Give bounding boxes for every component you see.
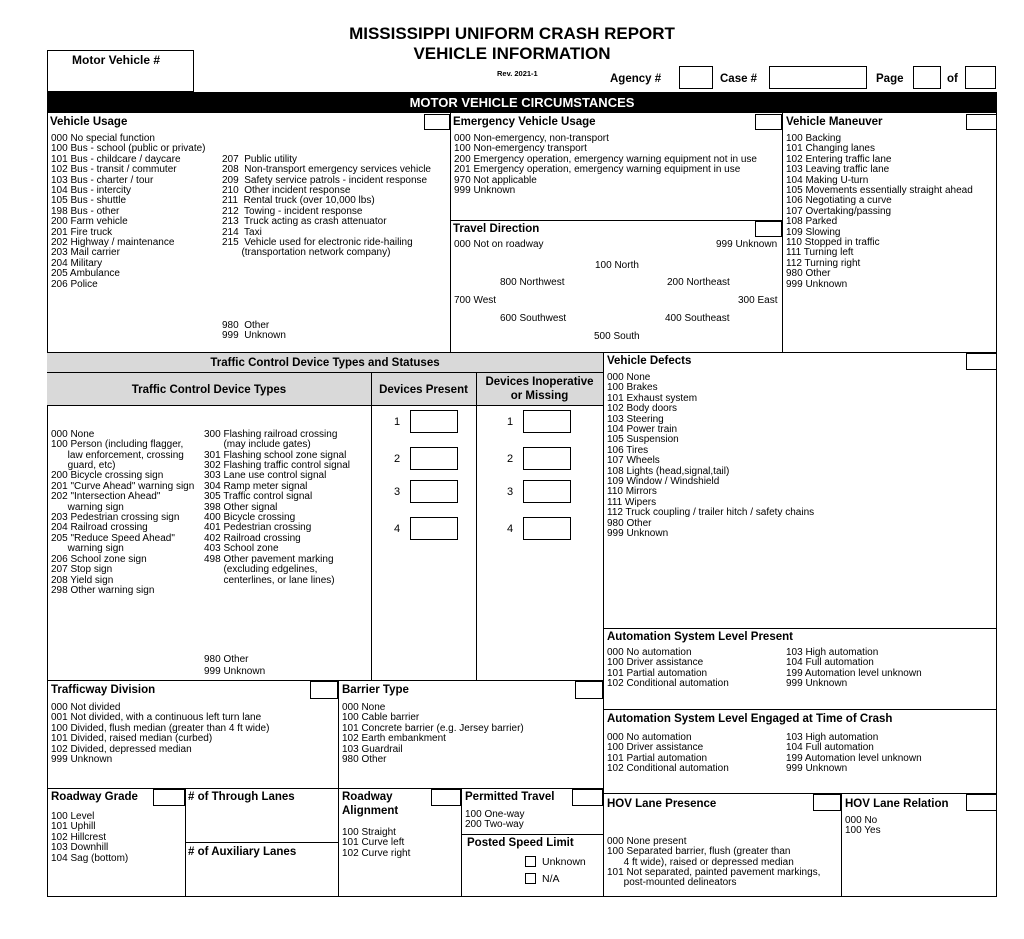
circumstances-banner: MOTOR VEHICLE CIRCUMSTANCES bbox=[47, 92, 997, 113]
device-inoperative-1[interactable] bbox=[523, 410, 571, 433]
page-label: Page bbox=[876, 73, 904, 85]
through-lanes-input[interactable] bbox=[186, 806, 338, 842]
of-label: of bbox=[947, 73, 958, 85]
dir-not-on-roadway: 000 Not on roadway bbox=[454, 239, 544, 250]
speed-unknown-checkbox[interactable] bbox=[525, 856, 536, 867]
device-inoperative-2[interactable] bbox=[523, 447, 571, 470]
auto-engaged-title: Automation System Level Engaged at Time of Crash bbox=[607, 713, 893, 725]
speed-unknown-label: Unknown bbox=[542, 856, 586, 868]
tcd-unknown: 999 Unknown bbox=[204, 666, 266, 677]
device-present-3[interactable] bbox=[410, 480, 458, 503]
trafficway-input[interactable] bbox=[310, 681, 338, 699]
present-3-label: 3 bbox=[394, 486, 401, 498]
alignment-title: Roadway bbox=[342, 791, 393, 803]
alignment-title-2: Alignment bbox=[342, 805, 399, 817]
present-1-label: 1 bbox=[394, 416, 401, 428]
emergency-usage-list: 000 Non-emergency, non-transport 100 Non-emergency transport 200 Emergency operation, emergency warning equipment not in use 201 Emergency operation, emergency warning equipment in use 970 Not applicable 999 Unknown bbox=[454, 133, 757, 197]
auto-present-title: Automation System Level Present bbox=[607, 631, 793, 643]
defects-input[interactable] bbox=[966, 353, 997, 370]
barrier-input[interactable] bbox=[575, 681, 603, 699]
hov-relation-input[interactable] bbox=[966, 794, 997, 811]
through-lanes-label: # of Through Lanes bbox=[188, 791, 295, 803]
hov-presence-title: HOV Lane Presence bbox=[607, 798, 717, 810]
travel-direction-title: Travel Direction bbox=[453, 223, 540, 235]
emergency-usage-title: Emergency Vehicle Usage bbox=[453, 116, 596, 128]
tcd-section-title: Traffic Control Device Types and Statuses bbox=[210, 357, 440, 369]
trafficway-title: Trafficway Division bbox=[51, 684, 156, 696]
tcd-col1: 000 None 100 Person (including flagger, law enforcement, crossing guard, etc) 200 Bicycle crossing sign 201 "Curve Ahead" warning sign 202 "Intersection Ahead" warning sign 203 Pedestrian crossing sign 204 Railroad crossing 205 "Reduce Speed Ahead" warning sign 206 School zone sign 207 Stop sign 208 Yield sign 298 Other warning sign bbox=[51, 428, 195, 596]
agency-label: Agency # bbox=[610, 73, 662, 85]
device-present-4[interactable] bbox=[410, 517, 458, 540]
vehicle-usage-unknown: 999 Unknown bbox=[222, 330, 286, 341]
present-2-label: 2 bbox=[394, 453, 401, 465]
permitted-title: Permitted Travel bbox=[465, 791, 555, 803]
page-input[interactable] bbox=[913, 66, 941, 89]
permitted-list: 100 One-way 200 Two-way bbox=[465, 809, 525, 831]
motor-vehicle-label: Motor Vehicle # bbox=[72, 53, 161, 67]
hov-presence-list: 000 None present 100 Separated barrier, flush (greater than 4 ft wide), raised or depressed median 101 Not separated, painted pavement markings, post-mounted delineators bbox=[607, 835, 821, 889]
dir-southeast: 400 Southeast bbox=[665, 313, 730, 324]
tcd-col2: 300 Flashing railroad crossing (may include gates) 301 Flashing school zone signal 302 Flashing traffic control signal 303 Lane use control signal 304 Ramp meter signal 305 Traffic control signal 398 Other signal 400 Bicycle crossing 401 Pedestrian crossing 402 Railroad crossing 403 School zone 498 Other pavement marking (excluding edgelines, centerlines, or lane lines) bbox=[204, 428, 351, 586]
inop-4-label: 4 bbox=[507, 523, 514, 535]
dir-east: 300 East bbox=[738, 295, 778, 306]
device-inoperative-3[interactable] bbox=[523, 480, 571, 503]
barrier-title: Barrier Type bbox=[342, 684, 409, 696]
speed-limit-title: Posted Speed Limit bbox=[467, 837, 574, 849]
devices-inoperative-header: Devices Inoperative or Missing bbox=[485, 376, 594, 402]
trafficway-list: 000 Not divided 001 Not divided, with a continuous left turn lane 100 Divided, flush median (greater than 4 ft wide) 101 Divided, raised median (curbed) 102 Divided, depressed median 999 Unknown bbox=[51, 702, 270, 766]
dir-northeast: 200 Northeast bbox=[667, 277, 730, 288]
case-input[interactable] bbox=[769, 66, 867, 89]
tcd-types-header: Traffic Control Device Types bbox=[131, 384, 287, 396]
device-inoperative-4[interactable] bbox=[523, 517, 571, 540]
inop-2-label: 2 bbox=[507, 453, 514, 465]
inop-3-label: 3 bbox=[507, 486, 514, 498]
hov-presence-input[interactable] bbox=[813, 794, 841, 811]
dir-north: 100 North bbox=[595, 260, 639, 271]
maneuver-list: 100 Backing 101 Changing lanes 102 Entering traffic lane 103 Leaving traffic lane 104 Making U-turn 105 Movements essentially straight ahead 106 Negotiating a curve 107 Overtaking/passing 108 Parked 109 Slowing 110 Stopped in traffic 111 Turning left 112 Turning right 980 Other 999 Unknown bbox=[786, 133, 973, 290]
emergency-usage-input[interactable] bbox=[755, 114, 782, 130]
tcd-other: 980 Other bbox=[204, 654, 249, 665]
case-label: Case # bbox=[720, 73, 758, 85]
auto-present-col2: 103 High automation 104 Full automation 199 Automation level unknown 999 Unknown bbox=[786, 647, 922, 690]
auto-engaged-col1: 000 No automation 100 Driver assistance 101 Partial automation 102 Conditional automation bbox=[607, 732, 729, 775]
dir-west: 700 West bbox=[454, 295, 497, 306]
alignment-input[interactable] bbox=[431, 789, 461, 806]
dir-unknown: 999 Unknown bbox=[716, 239, 778, 250]
speed-na-checkbox[interactable] bbox=[525, 873, 536, 884]
defects-title: Vehicle Defects bbox=[607, 355, 692, 367]
device-present-1[interactable] bbox=[410, 410, 458, 433]
revision: Rev. 2021-1 bbox=[497, 69, 538, 78]
vehicle-usage-col1: 000 No special function 100 Bus - school (public or private) 101 Bus - childcare / daycare 102 Bus - transit / commuter 103 Bus - charter / tour 104 Bus - intercity 105 Bus - shuttle 198 Bus - other 200 Farm vehicle 201 Fire truck 202 Highway / maintenance 203 Mail carrier 204 Military 205 Ambulance 206 Police bbox=[51, 133, 206, 290]
inop-1-label: 1 bbox=[507, 416, 514, 428]
page-total-input[interactable] bbox=[965, 66, 996, 89]
defects-list: 000 None 100 Brakes 101 Exhaust system 102 Body doors 103 Steering 104 Power train 105 Suspension 106 Tires 107 Wheels 108 Lights (head,signal,tail) 109 Window / Windshield 110 Mirrors 111 Wipers 112 Truck coupling / trailer hitch / safety chains 980 Other 999 Unknown bbox=[607, 372, 815, 540]
dir-south: 500 South bbox=[594, 331, 640, 342]
vehicle-usage-col2: 207 Public utility 208 Non-transport emergency services vehicle 209 Safety service patrols - incident response 210 Other incident response 211 Rental truck (over 10,000 lbs) 212 Towing - incident response 213 Truck acting as crash attenuator 214 Taxi 215 Vehicle used for electronic ride-hailing (transportation network company) bbox=[222, 153, 431, 259]
grade-list: 100 Level 101 Uphill 102 Hillcrest 103 Downhill 104 Sag (bottom) bbox=[51, 811, 129, 864]
agency-input[interactable] bbox=[679, 66, 713, 89]
maneuver-input[interactable] bbox=[966, 114, 997, 130]
dir-southwest: 600 Southwest bbox=[500, 313, 567, 324]
form-subtitle: VEHICLE INFORMATION bbox=[413, 44, 611, 63]
speed-na-label: N/A bbox=[542, 873, 560, 885]
maneuver-title: Vehicle Maneuver bbox=[786, 116, 883, 128]
vehicle-usage-other: 980 Other bbox=[222, 320, 270, 331]
grade-input[interactable] bbox=[153, 789, 185, 806]
hov-relation-list: 000 No 100 Yes bbox=[845, 815, 881, 837]
aux-lanes-label: # of Auxiliary Lanes bbox=[188, 846, 297, 858]
device-present-2[interactable] bbox=[410, 447, 458, 470]
hov-relation-title: HOV Lane Relation bbox=[845, 798, 949, 810]
present-4-label: 4 bbox=[394, 523, 401, 535]
auto-present-col1: 000 No automation 100 Driver assistance 101 Partial automation 102 Conditional automation bbox=[607, 647, 729, 690]
grade-title: Roadway Grade bbox=[51, 791, 138, 803]
auto-engaged-col2: 103 High automation 104 Full automation 199 Automation level unknown 999 Unknown bbox=[786, 732, 922, 775]
aux-lanes-input[interactable] bbox=[186, 861, 338, 897]
dir-northwest: 800 Northwest bbox=[500, 277, 565, 288]
alignment-list: 100 Straight 101 Curve left 102 Curve right bbox=[342, 827, 411, 859]
barrier-list: 000 None 100 Cable barrier 101 Concrete barrier (e.g. Jersey barrier) 102 Earth embankment 103 Guardrail 980 Other bbox=[342, 702, 524, 766]
vehicle-usage-input[interactable] bbox=[424, 114, 450, 130]
devices-present-header: Devices Present bbox=[379, 384, 468, 396]
travel-direction-input[interactable] bbox=[755, 221, 782, 237]
vehicle-usage-title: Vehicle Usage bbox=[50, 116, 128, 128]
form-title: MISSISSIPPI UNIFORM CRASH REPORT bbox=[349, 24, 675, 43]
permitted-input[interactable] bbox=[572, 789, 603, 806]
